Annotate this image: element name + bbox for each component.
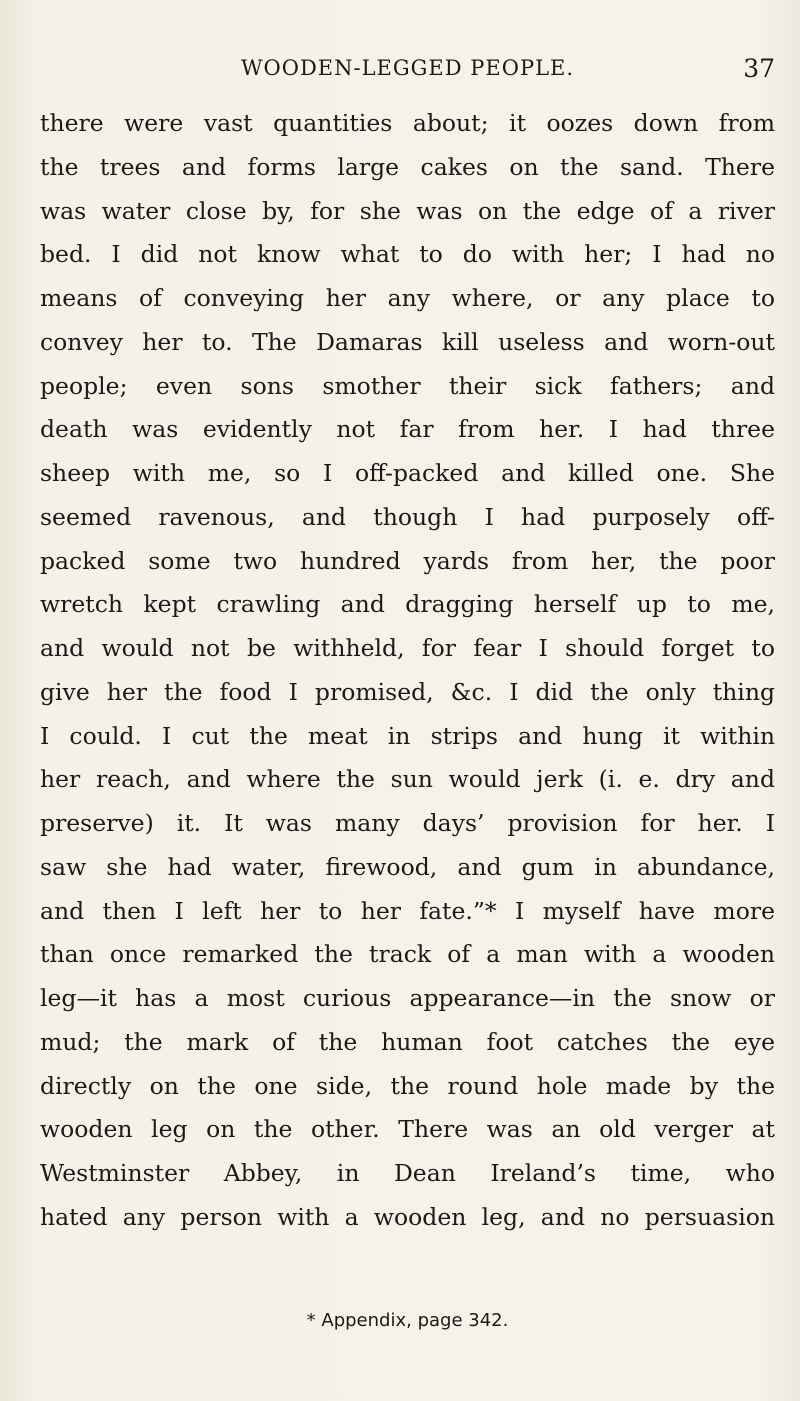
body-text (40, 102, 775, 1240)
text-line: was water close by, for she was on the edge of a river (40, 196, 775, 225)
text-line: mud; the mark of the human foot catches the eye (40, 1027, 775, 1056)
text-line: and then I left her to her fate.”* I myself have more (40, 896, 775, 925)
text-line: there were vast quantities about; it oozes down from (40, 109, 775, 137)
text-line: wooden leg on the other. There was an old verger at (40, 1115, 775, 1144)
text-line: saw she had water, firewood, and gum in abundance, (40, 852, 775, 881)
text-line: means of conveying her any where, or any place to (40, 284, 775, 312)
text-line: sheep with me, so I off-packed and killed one. She (40, 459, 775, 487)
text-line: preserve) it. It was many days’ provision for her. I (40, 809, 775, 837)
text-line: wretch kept crawling and dragging herself up to me, (40, 590, 775, 619)
text-line: death was evidently not far from her. I had three (40, 415, 775, 444)
running-title: WOODEN-LEGGED PEOPLE. (240, 56, 575, 80)
text-line: the trees and forms large cakes on the sand. There (40, 152, 775, 181)
text-line: people; even sons smother their sick fathers; and (40, 371, 775, 400)
text-line: packed some two hundred yards from her, the poor (40, 546, 775, 575)
text-line: I could. I cut the meat in strips and hung it within (40, 721, 775, 750)
text-line: Westminster Abbey, in Dean Ireland’s time, who (40, 1159, 775, 1187)
text-line: seemed ravenous, and though I had purposely off- (40, 502, 775, 531)
text-line: leg—it has a most curious appearance—in the snow or (40, 984, 775, 1012)
text-line: than once remarked the track of a man with a wooden (40, 940, 775, 969)
running-head (40, 54, 775, 86)
text-line: hated any person with a wooden leg, and no persuasion (40, 1202, 775, 1231)
text-line: directly on the one side, the round hole made by the (40, 1071, 775, 1100)
text-line: her reach, and where the sun would jerk (i. e. dry and (40, 765, 775, 794)
footnote: * Appendix, page 342. (306, 1310, 509, 1331)
text-line: give her the food I promised, &c. I did the only thing (40, 677, 775, 706)
text-line: and would not be withheld, for fear I should forget to (40, 634, 775, 662)
text-line: bed. I did not know what to do with her; I had no (40, 240, 775, 269)
text-line: convey her to. The Damaras kill useless and worn-out (40, 327, 775, 356)
page-number: 37 (743, 54, 775, 83)
